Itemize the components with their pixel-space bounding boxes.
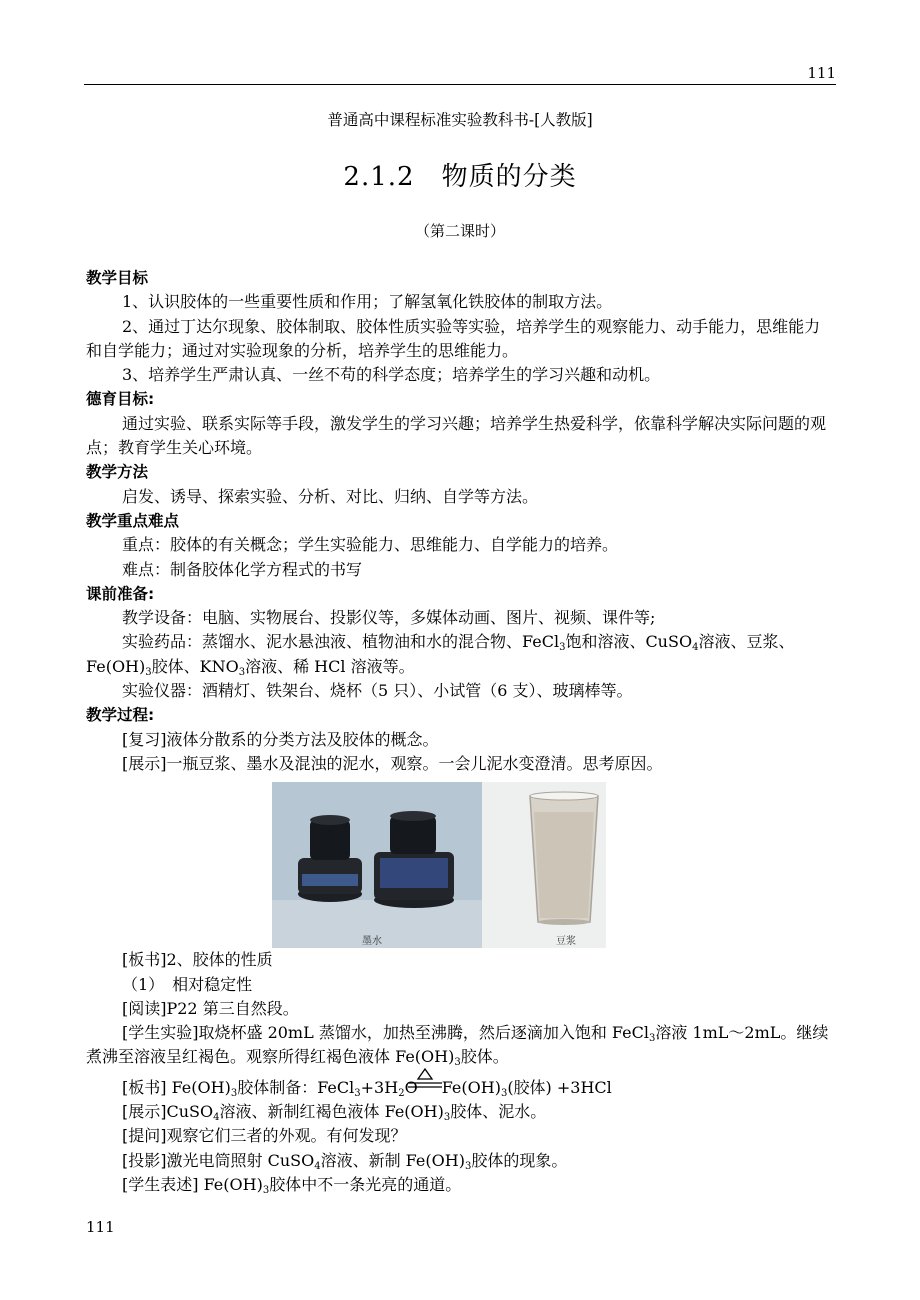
goal-1: 1、认识胶体的一些重要性质和作用；了解氢氧化铁胶体的制取方法。: [122, 292, 613, 312]
method-text: 启发、诱导、探索实验、分析、对比、归纳、自学等方法。: [122, 486, 539, 506]
header-rule: [84, 84, 836, 85]
book-title: 普通高中课程标准实验教科书-[人教版]: [327, 111, 593, 129]
instruments: 实验仪器：酒精灯、铁架台、烧杯（5 只）、小试管（6 支）、玻璃棒等。: [122, 681, 633, 701]
ink-and-soymilk-photo: [272, 782, 606, 948]
reagents: 实验药品：蒸馏水、泥水悬浊液、植物油和水的混合物、FeCl$_3$饱和溶液、CuSO$_4$溶液、豆浆、$Fe(OH)_3$胶体、$KNO_3$溶液、稀 HCl 溶液等。: [86, 632, 795, 678]
key-heading: 教学重点难点: [86, 511, 180, 530]
photo-illustration: [272, 782, 606, 948]
prep-heading: 课前准备:: [86, 584, 155, 603]
goal-3: 3、培养学生严肃认真、一丝不苟的科学态度；培养学生的学习兴趣和动机。: [122, 365, 661, 385]
student-statement: [学生表述] $Fe(OH)_3$胶体中不一条光亮的通道。: [122, 1174, 462, 1196]
reading: [阅读]P22 第三自然段。: [122, 998, 299, 1018]
caption-soymilk: 豆浆: [556, 936, 576, 948]
page-number-top: 111: [807, 64, 836, 82]
goal-2: 2、通过丁达尔现象、胶体制取、胶体性质实验等实验，培养学生的观察能力、动手能力，思维能力和自学能力；通过对实验现象的分析，培养学生的思维能力。: [86, 316, 821, 360]
lesson-body: [86, 266, 836, 1197]
equipment: 教学设备：电脑、实物展台、投影仪等，多媒体动画、图片、视频、课件等;: [122, 608, 656, 628]
moral-heading: 德育目标:: [86, 390, 155, 409]
heat-arrow-icon: [418, 1080, 456, 1096]
question: [提问]观察它们三者的外观。有何发现？: [122, 1126, 407, 1146]
key-point: 重点：胶体的有关概念；学生实验能力、思维能力、自学能力的培养。: [122, 535, 619, 555]
caption-ink: 墨水: [362, 936, 382, 948]
student-experiment: [学生实验]取烧杯盛 20mL 蒸馏水，加热至沸腾，然后逐滴加入饱和 FeCl$_3$溶液 1mL～2mL。继续煮沸至溶液呈红褐色。观察所得红褐色液体 $Fe(OH)_3$胶体。: [86, 1023, 829, 1069]
moral-text: 通过实验、联系实际等手段，激发学生的学习兴趣；培养学生热爱科学，依靠科学解决实际问题的观点；教育学生关心环境。: [86, 413, 827, 458]
session-label: （第二课时）: [414, 222, 505, 240]
show-2: [展示]CuSO$_4$溶液、新制红褐色液体 $Fe(OH)_3$胶体、泥水。: [122, 1102, 547, 1124]
goals-heading: 教学目标: [86, 269, 149, 287]
lesson-title: 2.1.2 物质的分类: [343, 162, 577, 192]
board-1-sub: （1） 相对稳定性: [122, 974, 253, 994]
board-2-equation: [板书] $Fe(OH)_3$胶体制备：$FeCl_3+3H_2O$ $Fe(OH)_3$(胶体) +3HCl: [86, 1076, 836, 1100]
method-heading: 教学方法: [86, 463, 149, 482]
board-1: [板书]2、胶体的性质: [122, 950, 273, 970]
review: [复习]液体分散系的分类方法及胶体的概念。: [122, 729, 439, 749]
process-heading: 教学过程:: [86, 706, 155, 725]
projection: [投影]激光电筒照射 CuSO$_4$溶液、新制 $Fe(OH)_3$胶体的现象。: [122, 1150, 568, 1172]
show-1: [展示]一瓶豆浆、墨水及混浊的泥水，观察。一会儿泥水变澄清。思考原因。: [122, 753, 663, 773]
page-number-bottom: 111: [86, 1218, 115, 1236]
difficulty: 难点：制备胶体化学方程式的书写: [122, 559, 363, 579]
